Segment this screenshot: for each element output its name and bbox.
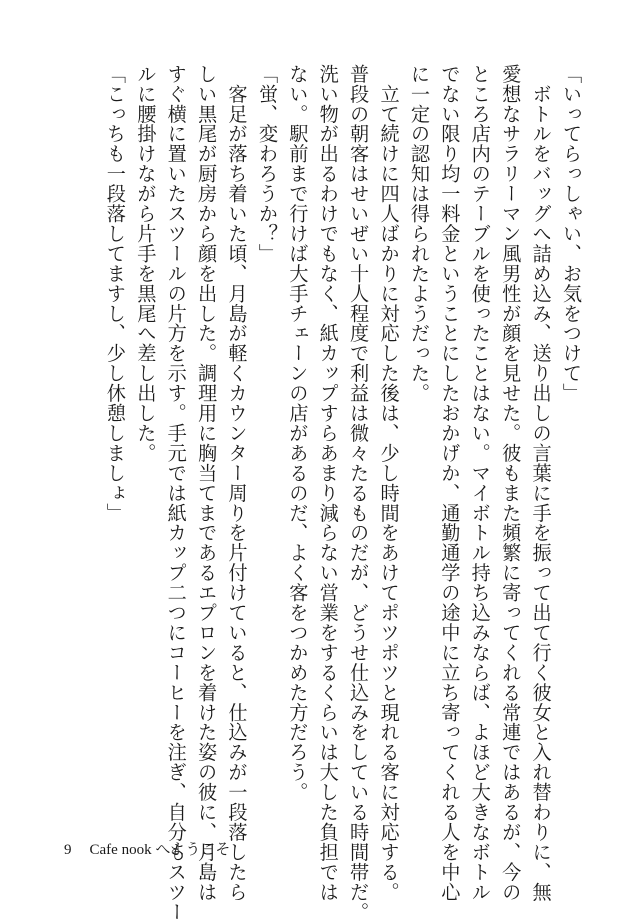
text-line: 「いってらっしゃい、お気をつけて」: [560, 64, 583, 404]
text-line: に一定の認知は得られたようだった。: [407, 64, 431, 404]
text-line: 普段の朝客はせいぜい十人程度で利益は微々たるものだが、どうせ仕込みをしている時間帯だ。: [347, 64, 371, 922]
page-footer: [64, 838, 230, 859]
text-line: ルに腰掛けながら片手を黒尾へ差し出した。: [134, 64, 158, 463]
text-line: 立て続けに四人ばかりに対応した後は、少し時間をあけてポツポツと現れる客に対応する。: [377, 64, 401, 902]
text-line: しい黒尾が厨房から顔を出した。調理用に胸当てまであるエプロンを着けた姿の彼に、月島は: [195, 64, 219, 902]
text-line: すぐ横に置いたスツールの片方を示す。手元では紙カップ二つにコーヒーを注ぎ、自分もスツー: [164, 64, 188, 922]
text-line: 洗い物が出るわけでもなく、紙カップすらあまり減らない営業をするくらいは大した負担では: [316, 64, 340, 902]
text-line: 客足が落ち着いた頃、月島が軽くカウンター周りを片付けていると、仕込みが一段落したら: [225, 64, 249, 902]
text-line: ない。駅前まで行けば大手チェーンの店があるのだ、よく客をつかめた方だろう。: [286, 64, 310, 803]
text-line: 「蛍、変わろうか？」: [255, 64, 279, 264]
page-number: 9: [64, 842, 72, 858]
book-title: Cafe nook へようこそ: [89, 842, 231, 858]
text-line: 愛想なサラリーマン風男性が顔を見せた。彼もまた頻繁に寄ってくれる常連ではあるが、今の: [499, 64, 523, 902]
text-line: 「こっちも一段落してますし、少し休憩しましょ」: [103, 64, 127, 523]
text-line: でない限り均一料金ということにしたおかげか、通勤通学の途中に立ち寄ってくれる人を中心: [438, 64, 462, 902]
text-line: ボトルをバッグへ詰め込み、送り出しの言葉に手を振って出て行く彼女と入れ替わりに、無: [529, 64, 553, 902]
text-line: ところ店内のテーブルを使ったことはない。マイボトル持ち込みならば、よほど大きなボトル: [468, 64, 492, 902]
